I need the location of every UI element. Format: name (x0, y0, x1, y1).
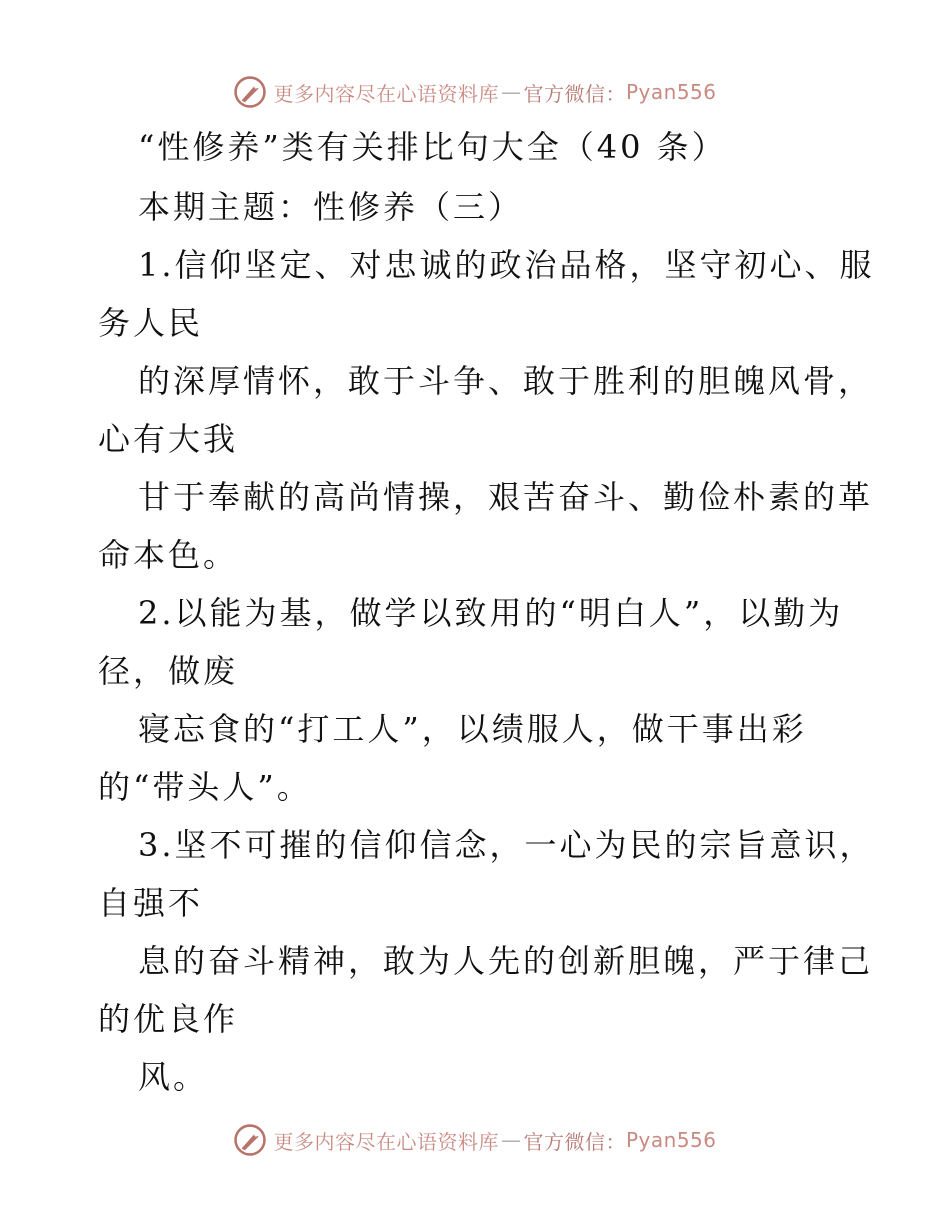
paragraph-line: 息的奋斗精神，敢为人先的创新胆魄，严于律己 (138, 942, 874, 980)
banner-main-text: 更多内容尽在心语资料库 (273, 81, 499, 106)
paragraph-line: 3.坚不可摧的信仰信念，一心为民的宗旨意识， (138, 826, 875, 864)
paragraph-line: 的深厚情怀，敢于斗争、敢于胜利的胆魄风骨， (138, 362, 874, 400)
document-title: “性修养”类有关排比句大全（40 条） (138, 128, 727, 166)
paragraph-line: 的“带头人”。 (98, 768, 312, 806)
banner-wechat-label: 官方微信： (523, 1129, 626, 1154)
banner-separator: — (500, 1128, 522, 1152)
document-subtitle: 本期主题：性修养（三） (138, 188, 524, 226)
paragraph-line: 心有大我 (98, 420, 239, 458)
banner-main-text: 更多内容尽在心语资料库 (273, 1129, 499, 1154)
banner-wechat-id: Pyan556 (625, 1128, 717, 1152)
paragraph-line: 务人民 (98, 304, 204, 342)
paragraph-line: 径，做废 (98, 652, 239, 690)
paragraph-line: 甘于奉献的高尚情操，艰苦奋斗、勤俭朴素的革 (138, 478, 874, 516)
paragraph-line: 1.信仰坚定、对忠诚的政治品格，坚守初心、服 (138, 246, 875, 284)
paragraph-line: 寝忘食的“打工人”，以绩服人，做干事出彩 (138, 710, 807, 748)
paragraph-line: 2.以能为基，做学以致用的“明白人”，以勤为 (138, 594, 844, 632)
paragraph-line: 命本色。 (98, 536, 239, 574)
pen-nib-logo-icon (233, 1123, 267, 1157)
paragraph-line: 自强不 (98, 884, 204, 922)
paragraph-line: 的优良作 (98, 1000, 239, 1038)
banner-separator: — (500, 80, 522, 104)
banner-wechat-id: Pyan556 (625, 80, 717, 104)
paragraph-line: 风。 (138, 1058, 209, 1096)
header-banner (0, 72, 950, 112)
banner-wechat-label: 官方微信： (523, 81, 626, 106)
footer-banner (0, 1120, 950, 1160)
pen-nib-logo-icon (233, 75, 267, 109)
